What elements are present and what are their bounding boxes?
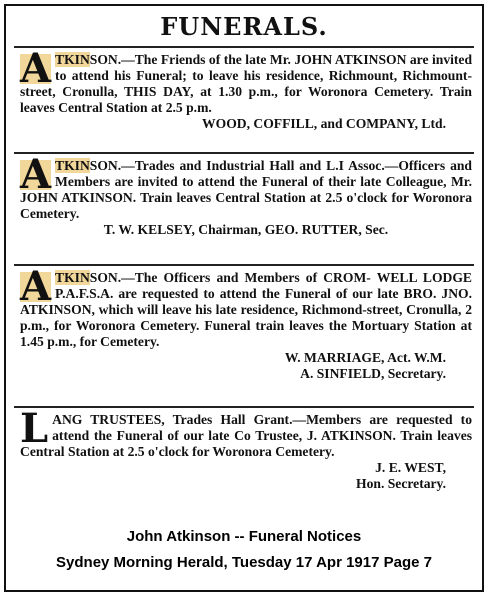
notice-line: Assoc.—Officers and Members are invited to attend the Funeral of their late Colleague, Mr. JOHN ATKINSON.: [20, 158, 472, 205]
highlight: TKIN: [55, 158, 90, 173]
notice-line: SON.—The Friends of the late Mr. JOHN: [89, 52, 333, 67]
clipping-frame: [4, 4, 484, 592]
dropcap: A: [20, 151, 52, 198]
notice-line: leave his residence, Richmount, Richmount-street, Cronulla, THIS DAY, at 1.30 p.m., for Woronora Cemetery.: [20, 68, 472, 99]
caption-source: Sydney Morning Herald, Tuesday 17 Apr 1917 Page 7: [56, 554, 432, 571]
notice-line: Train leaves Central Station at 2.5 o'clock for Woronora Cemetery.: [20, 428, 473, 459]
notice-4: [20, 405, 473, 492]
signature: J. E. WEST,: [375, 460, 446, 475]
notice-3: [20, 263, 473, 382]
signature: T. W. KELSEY, Chairman, GEO. RUTTER, Sec.: [103, 222, 389, 237]
notice-line: Funeral train leaves the Mortuary Station at 1.45 p.m., for Cemetery.: [20, 318, 472, 349]
divider: [14, 406, 474, 408]
notice-2: [20, 151, 472, 238]
notice-line: SON.—Trades and Industrial Hall and L.I: [89, 158, 344, 173]
divider: [14, 264, 474, 266]
notice-line: ANG TRUSTEES, Trades Hall Grant.—Members are: [52, 412, 388, 427]
highlight: TKIN: [55, 270, 90, 285]
dropcap: A: [20, 263, 52, 310]
notice-line: ATKINSON are invited to attend his Funeral; to: [55, 52, 473, 83]
signature: W. MARRIAGE, Act. W.M.: [284, 350, 446, 365]
notice-1: [20, 45, 473, 132]
divider: [14, 46, 474, 48]
heading: FUNERALS.: [160, 12, 328, 41]
caption-title: John Atkinson -- Funeral Notices: [126, 528, 362, 545]
signature: WOOD, COFFILL, and COMPANY, Ltd.: [202, 116, 446, 131]
highlight: TKIN: [55, 52, 90, 67]
dropcap: L: [20, 405, 49, 452]
dropcap: A: [20, 45, 52, 92]
notice-line: Train leaves Central Station at 2.5 o'clock for Woronora Cemetery.: [20, 190, 472, 221]
notice-line: requested to attend the Funeral of our late Co Trustee, J. ATKINSON.: [52, 412, 472, 443]
signature: Hon. Secretary.: [356, 476, 446, 491]
signature: A. SINFIELD, Secretary.: [300, 366, 446, 381]
notice-line: SON.—The Officers and Members of CROM-: [89, 270, 371, 285]
divider: [14, 152, 474, 154]
notice-line: Train leaves Central Station at 2.5 p.m.: [20, 84, 472, 115]
notice-line: WELL LODGE P.A.F.S.A. are requested to attend the Funeral of our late BRO. JNO. ATKINSON, which will leave his late residence, Richmond-street, Cronulla, 2 p.m., for Woronora Cemetery.: [20, 270, 473, 333]
